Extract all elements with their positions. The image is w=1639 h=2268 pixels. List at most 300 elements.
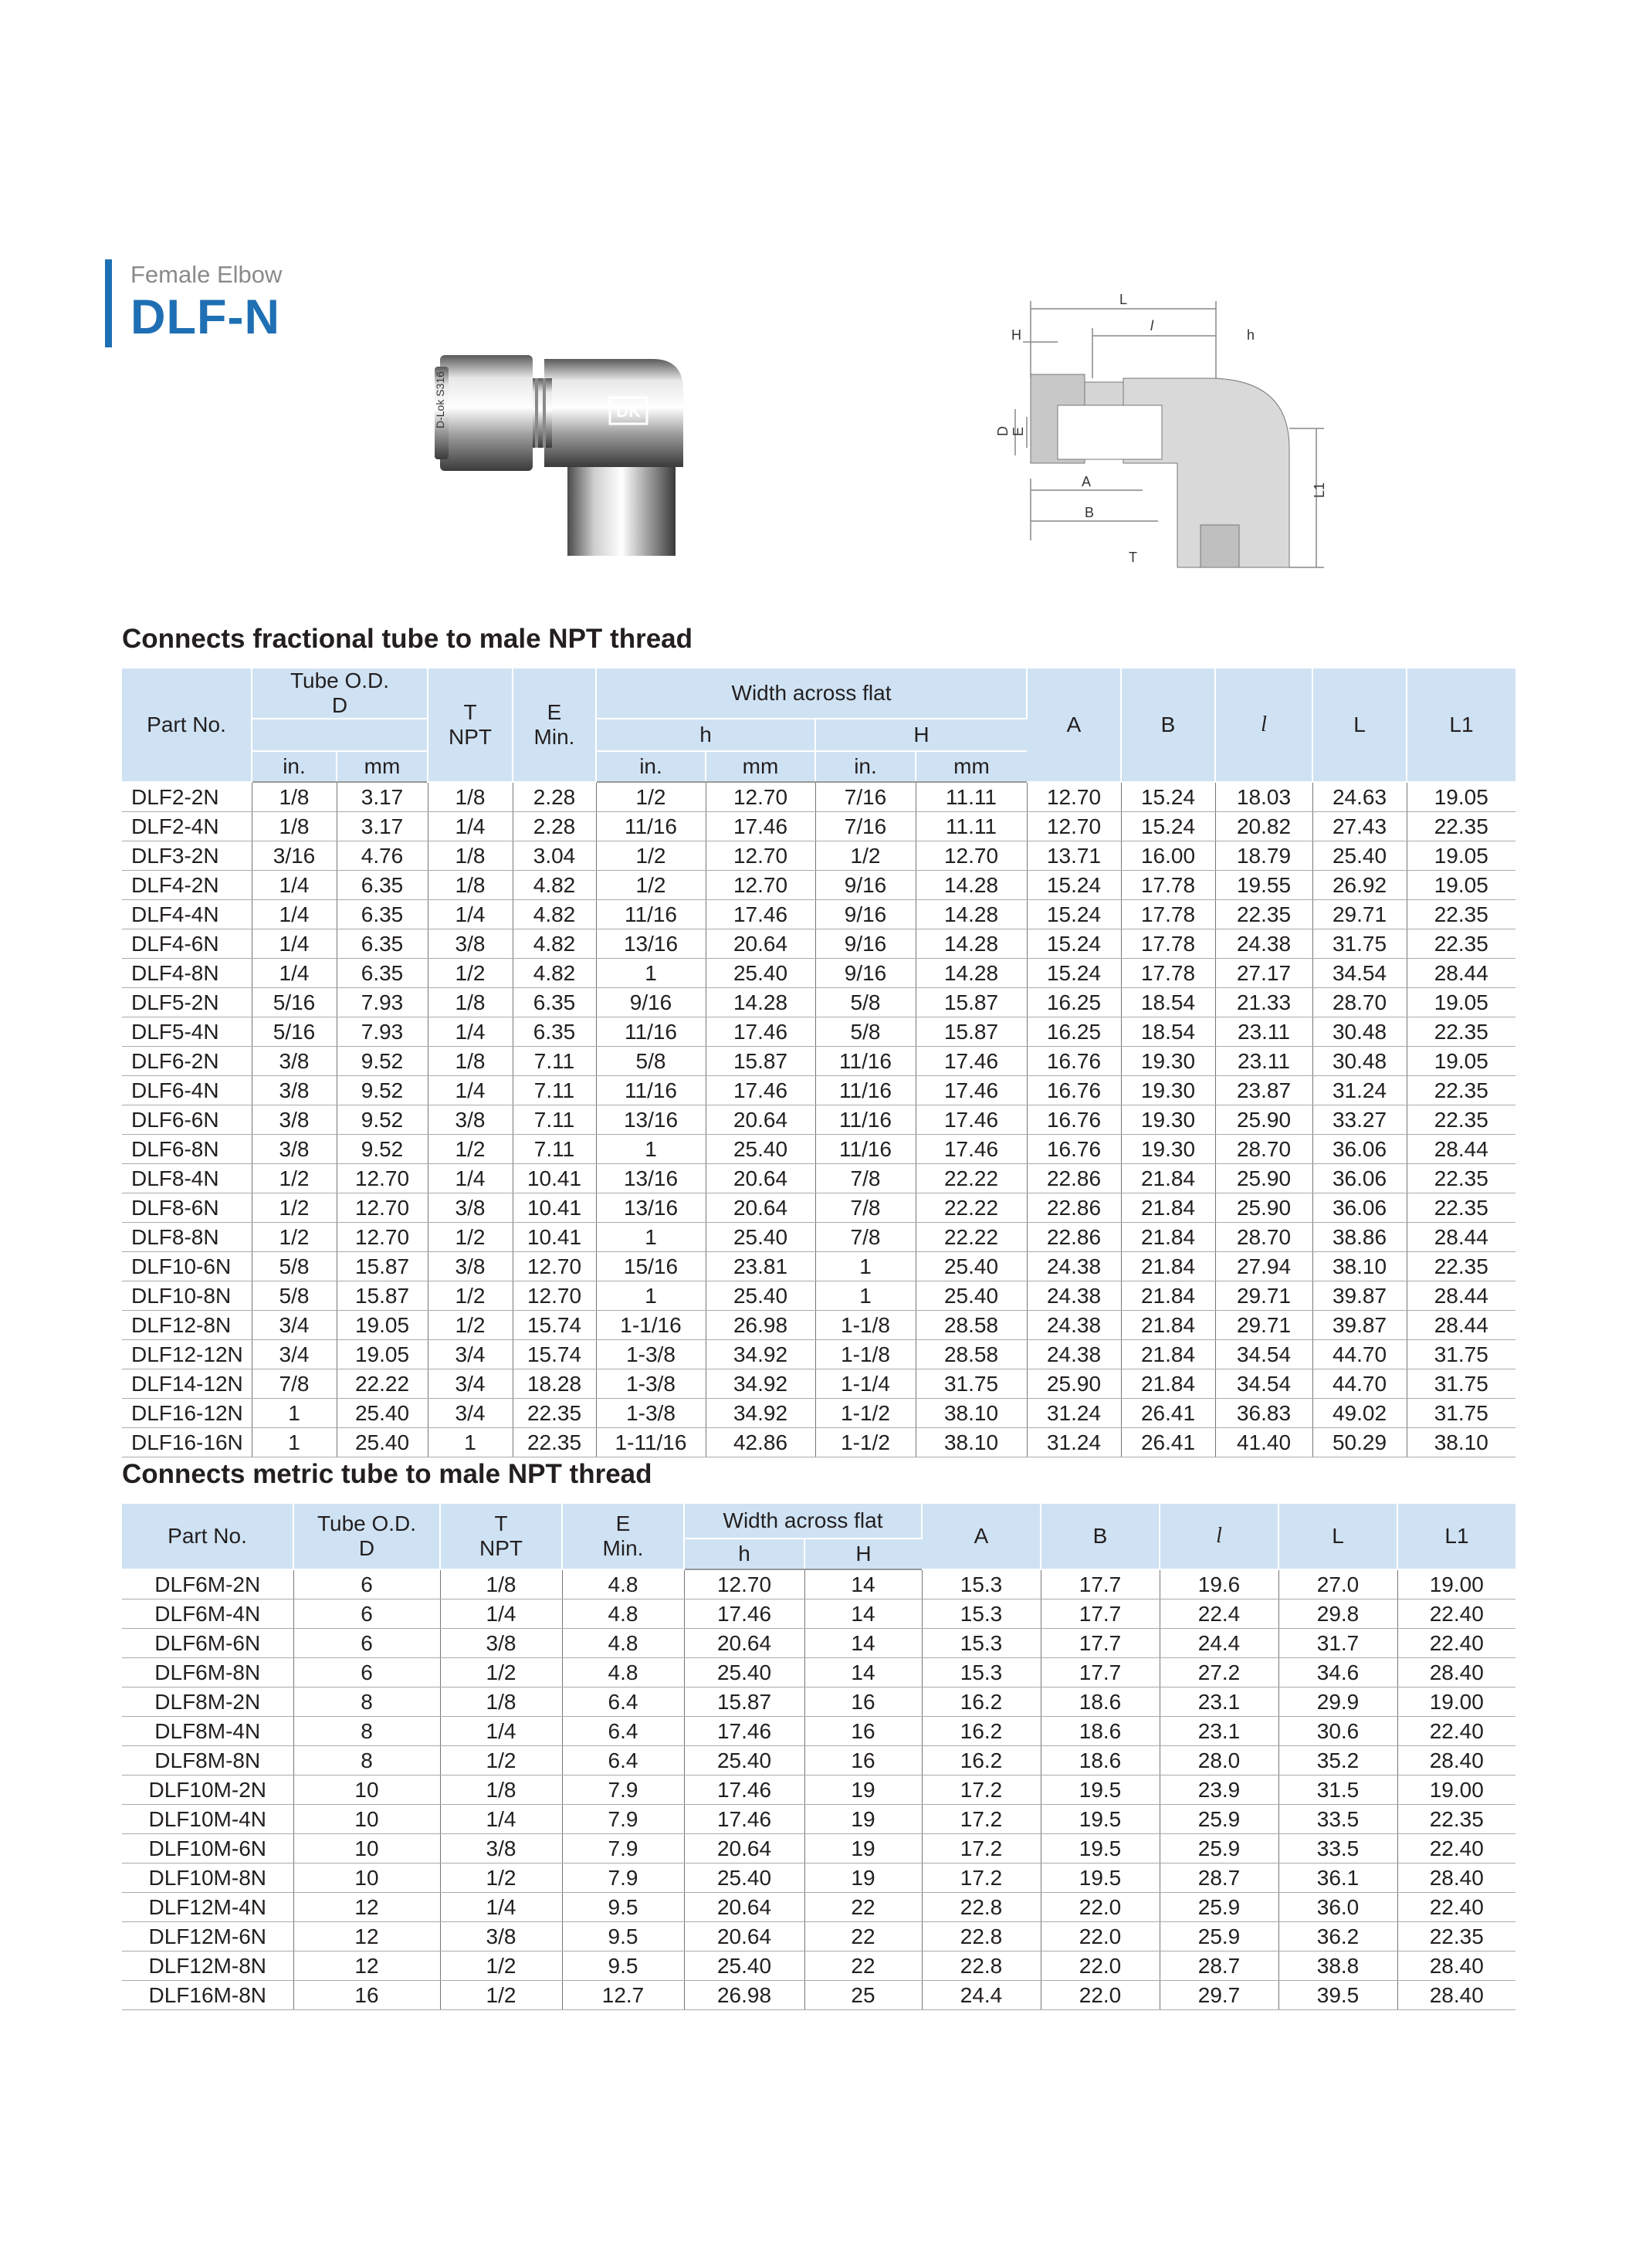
table-cell: 14.28 xyxy=(916,871,1027,900)
table-cell: 9.52 xyxy=(337,1076,428,1105)
table-cell: 16.25 xyxy=(1027,988,1121,1017)
table-cell: 30.6 xyxy=(1278,1717,1397,1746)
table-cell: 22.35 xyxy=(1407,1076,1515,1105)
table-cell: 1/8 xyxy=(252,812,337,841)
table-cell: 22.35 xyxy=(1397,1805,1515,1834)
part-number-cell: DLF8M-2N xyxy=(122,1687,293,1717)
table-cell: 3/8 xyxy=(440,1834,562,1863)
table-cell: 6.35 xyxy=(337,871,428,900)
table-cell: 34.54 xyxy=(1312,959,1407,988)
table-cell: 3/8 xyxy=(440,1629,562,1658)
table-cell: 31.75 xyxy=(1312,929,1407,959)
table-cell: 7.9 xyxy=(562,1775,684,1805)
table-cell: 19.5 xyxy=(1041,1834,1160,1863)
fractional-spec-table xyxy=(122,669,1515,1457)
table-cell: 17.46 xyxy=(684,1775,804,1805)
table-cell: 1/8 xyxy=(428,1047,513,1076)
header-in: in. xyxy=(252,751,337,782)
table-cell: 6.4 xyxy=(562,1746,684,1775)
table-cell: 13/16 xyxy=(596,1193,706,1223)
table-cell: 38.10 xyxy=(916,1399,1027,1428)
table-cell: 5/8 xyxy=(252,1281,337,1311)
table-cell: 1-3/8 xyxy=(596,1340,706,1369)
table-cell: 14.28 xyxy=(916,929,1027,959)
table-cell: 18.6 xyxy=(1041,1717,1160,1746)
header-H: H xyxy=(815,719,1027,751)
table-cell: 17.46 xyxy=(916,1135,1027,1164)
table-cell: 28.40 xyxy=(1397,1981,1515,2010)
section-title-metric: Connects metric tube to male NPT thread xyxy=(122,1459,652,1489)
table-cell: 2.28 xyxy=(513,812,596,841)
table-cell: 5/8 xyxy=(815,988,916,1017)
table-row xyxy=(122,1951,1515,1981)
table-cell: 18.54 xyxy=(1121,988,1215,1017)
table-row xyxy=(122,1017,1515,1047)
table-cell: 25.90 xyxy=(1027,1369,1121,1399)
table-row xyxy=(122,1629,1515,1658)
table-cell: 9.5 xyxy=(562,1893,684,1922)
table-cell: 9.52 xyxy=(337,1135,428,1164)
table-cell: 1/2 xyxy=(596,841,706,871)
table-cell: 36.06 xyxy=(1312,1193,1407,1223)
dim-A: A xyxy=(1082,474,1092,489)
table-row xyxy=(122,1399,1515,1428)
part-number-cell: DLF8M-4N xyxy=(122,1717,293,1746)
part-number-cell: DLF2-2N xyxy=(122,782,252,812)
dim-l: l xyxy=(1150,318,1153,333)
table-cell: 3/8 xyxy=(440,1922,562,1951)
table-cell: 1/2 xyxy=(440,1746,562,1775)
table-cell: 6.35 xyxy=(513,1017,596,1047)
header-width: Width across flat xyxy=(684,1504,922,1539)
dim-E: E xyxy=(1011,426,1026,436)
table-cell: 25.40 xyxy=(706,1281,815,1311)
table-cell: 12.70 xyxy=(916,841,1027,871)
table-cell: 31.5 xyxy=(1278,1775,1397,1805)
table-cell: 17.46 xyxy=(916,1047,1027,1076)
table-cell: 38.8 xyxy=(1278,1951,1397,1981)
table-cell: 21.84 xyxy=(1121,1252,1215,1281)
header-A: A xyxy=(922,1504,1041,1569)
table-cell: 20.64 xyxy=(684,1629,804,1658)
table-cell: 16.76 xyxy=(1027,1047,1121,1076)
table-cell: 1/4 xyxy=(428,1017,513,1047)
part-number-cell: DLF5-4N xyxy=(122,1017,252,1047)
table-cell: 38.86 xyxy=(1312,1223,1407,1252)
part-number-cell: DLF12-8N xyxy=(122,1311,252,1340)
table-cell: 11.11 xyxy=(916,812,1027,841)
table-row xyxy=(122,1717,1515,1746)
table-cell: 1/2 xyxy=(428,959,513,988)
table-cell: 22.40 xyxy=(1397,1629,1515,1658)
table-cell: 33.27 xyxy=(1312,1105,1407,1135)
table-cell: 7/8 xyxy=(815,1193,916,1223)
table-cell: 22.40 xyxy=(1397,1717,1515,1746)
table-cell: 25.9 xyxy=(1160,1893,1278,1922)
part-number-cell: DLF4-4N xyxy=(122,900,252,929)
table-cell: 15.87 xyxy=(337,1281,428,1311)
technical-drawing xyxy=(984,293,1351,579)
table-cell: 12.70 xyxy=(706,782,815,812)
table-cell: 1/2 xyxy=(440,1951,562,1981)
part-number-cell: DLF6-4N xyxy=(122,1076,252,1105)
header-mm: mm xyxy=(337,751,428,782)
table-row xyxy=(122,1105,1515,1135)
table-cell: 3.17 xyxy=(337,812,428,841)
header-part-no: Part No. xyxy=(122,669,252,782)
table-cell: 21.84 xyxy=(1121,1281,1215,1311)
dim-T: T xyxy=(1129,550,1137,565)
part-number-cell: DLF8-8N xyxy=(122,1223,252,1252)
table-cell: 7.9 xyxy=(562,1863,684,1893)
table-cell: 17.2 xyxy=(922,1775,1041,1805)
table-cell: 28.70 xyxy=(1215,1223,1312,1252)
table-cell: 15.87 xyxy=(916,988,1027,1017)
table-cell: 15.3 xyxy=(922,1629,1041,1658)
table-cell: 26.41 xyxy=(1121,1399,1215,1428)
table-row xyxy=(122,1340,1515,1369)
table-cell: 30.48 xyxy=(1312,1017,1407,1047)
table-cell: 33.5 xyxy=(1278,1834,1397,1863)
table-cell: 5/8 xyxy=(596,1047,706,1076)
table-cell: 3/4 xyxy=(428,1340,513,1369)
table-cell: 25.40 xyxy=(1312,841,1407,871)
table-cell: 39.87 xyxy=(1312,1281,1407,1311)
table-cell: 18.6 xyxy=(1041,1687,1160,1717)
table-cell: 20.64 xyxy=(684,1834,804,1863)
table-cell: 22.40 xyxy=(1397,1834,1515,1863)
table-cell: 16.2 xyxy=(922,1717,1041,1746)
table-row xyxy=(122,1252,1515,1281)
table-cell: 36.1 xyxy=(1278,1863,1397,1893)
table-cell: 20.64 xyxy=(706,1164,815,1193)
table-cell: 14.28 xyxy=(916,900,1027,929)
table-cell: 7/16 xyxy=(815,812,916,841)
table-cell: 15.3 xyxy=(922,1658,1041,1687)
table-cell: 26.92 xyxy=(1312,871,1407,900)
table-cell: 24.38 xyxy=(1027,1252,1121,1281)
table-cell: 18.54 xyxy=(1121,1017,1215,1047)
table-cell: 25.40 xyxy=(684,1951,804,1981)
table-cell: 28.70 xyxy=(1312,988,1407,1017)
table-cell: 17.2 xyxy=(922,1863,1041,1893)
table-cell: 19.05 xyxy=(1407,988,1515,1017)
svg-text:D-Lok S316: D-Lok S316 xyxy=(434,371,446,428)
part-number-cell: DLF6M-6N xyxy=(122,1629,293,1658)
table-cell: 1/2 xyxy=(596,782,706,812)
table-cell: 31.75 xyxy=(1407,1369,1515,1399)
table-cell: 10 xyxy=(293,1775,440,1805)
table-cell: 6.4 xyxy=(562,1717,684,1746)
table-cell: 34.92 xyxy=(706,1340,815,1369)
table-cell: 19.30 xyxy=(1121,1076,1215,1105)
table-cell: 17.46 xyxy=(706,900,815,929)
table-cell: 8 xyxy=(293,1687,440,1717)
table-cell: 17.46 xyxy=(684,1717,804,1746)
table-cell: 19.05 xyxy=(1407,782,1515,812)
table-cell: 26.41 xyxy=(1121,1428,1215,1457)
table-cell: 15.74 xyxy=(513,1311,596,1340)
table-cell: 22.35 xyxy=(1407,1017,1515,1047)
table-cell: 19.30 xyxy=(1121,1047,1215,1076)
table-cell: 1/4 xyxy=(440,1717,562,1746)
table-row xyxy=(122,1922,1515,1951)
table-cell: 22.35 xyxy=(1407,929,1515,959)
table-row xyxy=(122,1746,1515,1775)
table-row xyxy=(122,1599,1515,1629)
table-cell: 12.7 xyxy=(562,1981,684,2010)
table-cell: 24.4 xyxy=(922,1981,1041,2010)
table-cell: 22.40 xyxy=(1397,1893,1515,1922)
table-cell: 1/4 xyxy=(428,812,513,841)
table-cell: 12.70 xyxy=(1027,782,1121,812)
table-cell: 1/2 xyxy=(252,1223,337,1252)
table-cell: 13.71 xyxy=(1027,841,1121,871)
part-number-cell: DLF12-12N xyxy=(122,1340,252,1369)
table-cell: 22.35 xyxy=(1407,1193,1515,1223)
table-cell: 12 xyxy=(293,1951,440,1981)
table-cell: 22 xyxy=(804,1893,922,1922)
table-cell: 4.76 xyxy=(337,841,428,871)
table-cell: 6.35 xyxy=(337,900,428,929)
table-cell: 17.46 xyxy=(706,812,815,841)
table-cell: 34.92 xyxy=(706,1399,815,1428)
table-cell: 22.35 xyxy=(1407,1252,1515,1281)
table-cell: 1 xyxy=(252,1399,337,1428)
table-cell: 22.35 xyxy=(1407,812,1515,841)
part-number-cell: DLF16-16N xyxy=(122,1428,252,1457)
header-B: B xyxy=(1041,1504,1160,1569)
table-cell: 36.0 xyxy=(1278,1893,1397,1922)
table-cell: 1-1/2 xyxy=(815,1428,916,1457)
table-cell: 17.78 xyxy=(1121,929,1215,959)
table-cell: 4.8 xyxy=(562,1629,684,1658)
table-cell: 1-3/8 xyxy=(596,1399,706,1428)
table-cell: 18.6 xyxy=(1041,1746,1160,1775)
table-cell: 17.78 xyxy=(1121,871,1215,900)
part-number-cell: DLF12M-4N xyxy=(122,1893,293,1922)
header-part-no: Part No. xyxy=(122,1504,293,1569)
table-cell: 18.79 xyxy=(1215,841,1312,871)
table-cell: 15.87 xyxy=(337,1252,428,1281)
table-cell: 10 xyxy=(293,1863,440,1893)
table-cell: 31.24 xyxy=(1027,1399,1121,1428)
table-cell: 14.28 xyxy=(916,959,1027,988)
table-cell: 1/2 xyxy=(428,1311,513,1340)
table-cell: 3/4 xyxy=(252,1311,337,1340)
table-cell: 10 xyxy=(293,1805,440,1834)
table-cell: 34.6 xyxy=(1278,1658,1397,1687)
table-cell: 44.70 xyxy=(1312,1340,1407,1369)
table-cell: 27.43 xyxy=(1312,812,1407,841)
table-cell: 11/16 xyxy=(815,1105,916,1135)
table-cell: 1 xyxy=(252,1428,337,1457)
table-cell: 21.84 xyxy=(1121,1340,1215,1369)
table-cell: 15.24 xyxy=(1027,900,1121,929)
header-h-mm: mm xyxy=(706,751,815,782)
header-L: L xyxy=(1312,669,1407,782)
table-cell: 22 xyxy=(804,1951,922,1981)
table-cell: 11/16 xyxy=(596,1017,706,1047)
table-cell: 16.25 xyxy=(1027,1017,1121,1047)
table-row xyxy=(122,1164,1515,1193)
header-B: B xyxy=(1121,669,1215,782)
table-cell: 5/16 xyxy=(252,1017,337,1047)
table-cell: 11/16 xyxy=(815,1047,916,1076)
table-cell: 7/16 xyxy=(815,782,916,812)
table-cell: 25.40 xyxy=(684,1863,804,1893)
part-number-cell: DLF8-6N xyxy=(122,1193,252,1223)
table-cell: 35.2 xyxy=(1278,1746,1397,1775)
table-cell: 17.78 xyxy=(1121,959,1215,988)
table-cell: 22.22 xyxy=(916,1223,1027,1252)
product-subtitle: Female Elbow xyxy=(130,261,283,288)
table-cell: 31.75 xyxy=(1407,1399,1515,1428)
table-row xyxy=(122,1281,1515,1311)
table-cell: 3/4 xyxy=(428,1369,513,1399)
table-cell: 19.30 xyxy=(1121,1105,1215,1135)
table-cell: 1/8 xyxy=(440,1687,562,1717)
table-cell: 23.1 xyxy=(1160,1717,1278,1746)
table-cell: 3/8 xyxy=(252,1135,337,1164)
table-cell: 12 xyxy=(293,1922,440,1951)
table-cell: 1/2 xyxy=(815,841,916,871)
table-cell: 17.7 xyxy=(1041,1599,1160,1629)
table-cell: 4.82 xyxy=(513,959,596,988)
part-number-cell: DLF6-6N xyxy=(122,1105,252,1135)
table-cell: 22.22 xyxy=(337,1369,428,1399)
table-cell: 15.3 xyxy=(922,1569,1041,1599)
table-cell: 1/2 xyxy=(440,1863,562,1893)
table-cell: 3/4 xyxy=(252,1340,337,1369)
table-cell: 16 xyxy=(804,1746,922,1775)
table-cell: 38.10 xyxy=(916,1428,1027,1457)
metric-spec-table xyxy=(122,1504,1515,2010)
table-row xyxy=(122,1658,1515,1687)
table-row xyxy=(122,782,1515,812)
part-number-cell: DLF10M-6N xyxy=(122,1834,293,1863)
table-cell: 22.35 xyxy=(513,1399,596,1428)
table-cell: 34.92 xyxy=(706,1369,815,1399)
table-row xyxy=(122,1981,1515,2010)
table-cell: 9.52 xyxy=(337,1047,428,1076)
table-cell: 17.46 xyxy=(916,1105,1027,1135)
part-number-cell: DLF12M-6N xyxy=(122,1922,293,1951)
table-cell: 9/16 xyxy=(596,988,706,1017)
table-row xyxy=(122,812,1515,841)
table-cell: 6 xyxy=(293,1569,440,1599)
part-number-cell: DLF2-4N xyxy=(122,812,252,841)
table-cell: 24.4 xyxy=(1160,1629,1278,1658)
table-cell: 11/16 xyxy=(596,812,706,841)
table-cell: 16.00 xyxy=(1121,841,1215,871)
table-cell: 19.05 xyxy=(337,1340,428,1369)
table-cell: 30.48 xyxy=(1312,1047,1407,1076)
dim-L1: L1 xyxy=(1312,482,1327,498)
table-cell: 16.76 xyxy=(1027,1135,1121,1164)
table-row xyxy=(122,1805,1515,1834)
table-cell: 22.8 xyxy=(922,1922,1041,1951)
table-cell: 16.2 xyxy=(922,1746,1041,1775)
table-row xyxy=(122,1193,1515,1223)
table-cell: 25.40 xyxy=(916,1281,1027,1311)
table-cell: 22.35 xyxy=(1407,1105,1515,1135)
table-cell: 22.40 xyxy=(1397,1599,1515,1629)
table-cell: 1/2 xyxy=(428,1135,513,1164)
table-cell: 25.9 xyxy=(1160,1922,1278,1951)
table-cell: 28.40 xyxy=(1397,1658,1515,1687)
table-cell: 26.98 xyxy=(706,1311,815,1340)
table-cell: 17.46 xyxy=(706,1017,815,1047)
table-cell: 5/8 xyxy=(252,1252,337,1281)
table-row xyxy=(122,841,1515,871)
table-cell: 28.58 xyxy=(916,1340,1027,1369)
table-cell: 11/16 xyxy=(596,1076,706,1105)
table-cell: 12.70 xyxy=(337,1223,428,1252)
table-cell: 41.40 xyxy=(1215,1428,1312,1457)
table-cell: 25.40 xyxy=(337,1428,428,1457)
table-cell: 11/16 xyxy=(815,1076,916,1105)
table-cell: 1/4 xyxy=(440,1893,562,1922)
table-cell: 1/4 xyxy=(252,871,337,900)
table-cell: 49.02 xyxy=(1312,1399,1407,1428)
table-cell: 34.54 xyxy=(1215,1369,1312,1399)
part-number-cell: DLF8M-8N xyxy=(122,1746,293,1775)
table-cell: 25.40 xyxy=(337,1399,428,1428)
table-cell: 12.70 xyxy=(684,1569,804,1599)
header-h-in: in. xyxy=(596,751,706,782)
table-cell: 8 xyxy=(293,1746,440,1775)
table-row xyxy=(122,1076,1515,1105)
table-row xyxy=(122,1428,1515,1457)
table-cell: 7.93 xyxy=(337,1017,428,1047)
table-cell: 20.64 xyxy=(706,929,815,959)
header-tube-spacer xyxy=(252,719,428,751)
table-cell: 25.40 xyxy=(916,1252,1027,1281)
svg-text:DK: DK xyxy=(616,401,641,421)
header-H: H xyxy=(804,1539,922,1569)
table-cell: 7/8 xyxy=(252,1369,337,1399)
part-number-cell: DLF10-8N xyxy=(122,1281,252,1311)
table-cell: 16.76 xyxy=(1027,1076,1121,1105)
table-cell: 22.35 xyxy=(513,1428,596,1457)
title-block xyxy=(105,259,282,347)
part-number-cell: DLF6M-4N xyxy=(122,1599,293,1629)
table-cell: 20.64 xyxy=(684,1922,804,1951)
table-cell: 15.3 xyxy=(922,1599,1041,1629)
section-title-fractional: Connects fractional tube to male NPT thread xyxy=(122,624,693,654)
table-cell: 22.22 xyxy=(916,1193,1027,1223)
table-cell: 15.24 xyxy=(1121,812,1215,841)
table-cell: 39.87 xyxy=(1312,1311,1407,1340)
table-cell: 22.0 xyxy=(1041,1951,1160,1981)
table-cell: 1/8 xyxy=(428,782,513,812)
table-cell: 11/16 xyxy=(815,1135,916,1164)
table-cell: 25.90 xyxy=(1215,1105,1312,1135)
table-cell: 3/8 xyxy=(428,1252,513,1281)
table-cell: 25.40 xyxy=(706,1223,815,1252)
table-cell: 22.35 xyxy=(1407,900,1515,929)
table-cell: 1-1/16 xyxy=(596,1311,706,1340)
table-cell: 15.74 xyxy=(513,1340,596,1369)
table-cell: 23.9 xyxy=(1160,1775,1278,1805)
table-cell: 1 xyxy=(596,1135,706,1164)
table-cell: 1 xyxy=(815,1281,916,1311)
table-cell: 17.46 xyxy=(684,1599,804,1629)
table-cell: 20.64 xyxy=(684,1893,804,1922)
table-cell: 6.35 xyxy=(513,988,596,1017)
table-cell: 21.84 xyxy=(1121,1193,1215,1223)
